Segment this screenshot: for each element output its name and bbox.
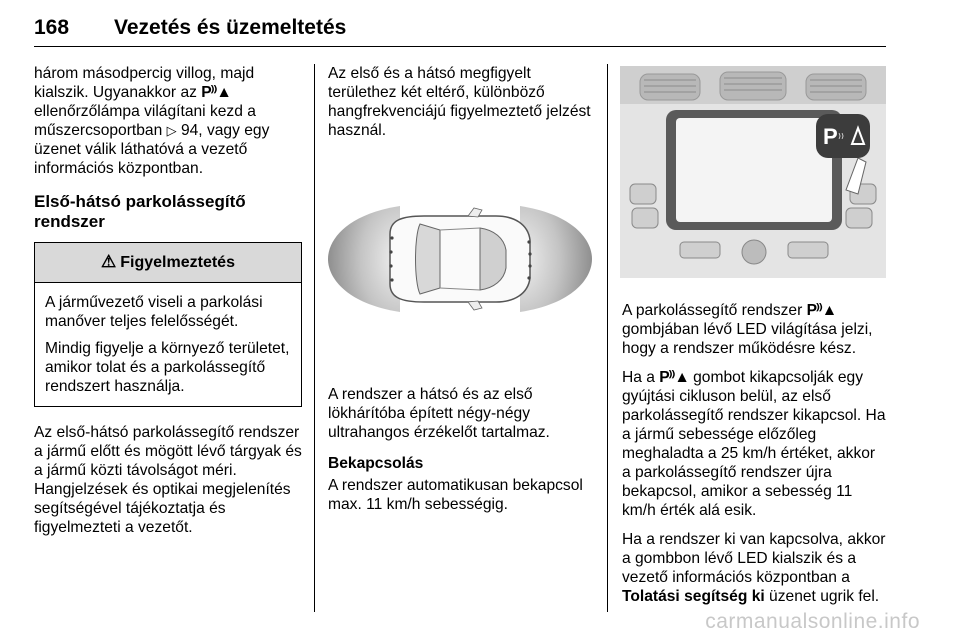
watermark: carmanualsonline.info: [705, 610, 920, 633]
page-ref-arrow-icon: ▷: [166, 123, 177, 138]
activation-paragraph: A rendszer automatikusan bekapcsol max. 11 km/h sebességig.: [328, 477, 583, 513]
svg-text:P: P: [823, 124, 838, 149]
warning-body: [35, 283, 301, 406]
car-top-view-image: [328, 154, 592, 364]
column-middle: [328, 64, 596, 524]
warning-header: [35, 243, 301, 283]
sensor-zone-illustration: [328, 154, 596, 369]
intro-paragraph: három másodpercig villog, majd kialszik. Ugyanakkor az P⁾⁾▲ ellenőrzőlámpa világítani kezd a műszercsoportban ▷ 94, vagy egy üzenet válik láthatóvá a vezető információs központban.: [34, 65, 270, 177]
section-heading: Első-hátsó parkolássegítő rendszer: [34, 192, 246, 231]
warning-text-1: A járművezető viseli a parkolási manőver teljes felelősségét.: [45, 294, 263, 330]
led-paragraph: A parkolássegítő rendszer P⁾⁾▲ gombjában lévő LED világítása jelzi, hogy a rendszer működésre kész.: [622, 302, 873, 357]
deactivation-paragraph: Ha a P⁾⁾▲ gombot kikapcsolják egy gyújtási cikluson belül, az első parkolássegítő rendszer kikapcsol. Ha a jármű sebessége előzőleg meghaladta a 25 km/h értéket, akkor a parkolássegítő rendszer újra bekapcsol, amikor a sebesség 11 km/h érték alá esik.: [622, 369, 886, 519]
warning-text-2: Mindig figyelje a környező területet, amikor tolat és a parkolássegítő rendszert használja.: [45, 340, 290, 395]
column-divider: [607, 64, 608, 612]
warning-box: [34, 242, 302, 407]
warning-signal-paragraph: Az első és a hátsó megfigyelt területhez két eltérő, különböző hangfrekvenciájú figyelmeztető jelzést használ.: [328, 65, 591, 139]
description-paragraph: Az első-hátsó parkolássegítő rendszer a jármű előtt és mögött lévő tárgyak és a jármű közti távolságot méri. Hangjelzések és optikai megjelenítés segítségével tájékoztatja és figyelmezteti a vezetőt.: [34, 424, 302, 536]
page-header: [34, 8, 886, 47]
warning-triangle-icon: ⚠: [101, 252, 117, 271]
dashboard-illustration: [620, 66, 888, 283]
column-right: [622, 64, 888, 616]
column-divider: [314, 64, 315, 612]
warning-title: Figyelmeztetés: [120, 254, 235, 271]
switched-off-paragraph: Ha a rendszer ki van kapcsolva, akkor a gombbon lévő LED kialszik és a vezető információs központban a Tolatási segítség ki üzenet ugrik fel.: [622, 531, 886, 605]
parking-assist-icon: P⁾⁾▲: [201, 84, 231, 101]
activation-heading: Bekapcsolás: [328, 455, 424, 472]
sensor-paragraph: A rendszer a hátsó és az első lökhárítóba épített négy-négy ultrahangos érzékelőt tartalmaz.: [328, 386, 550, 441]
page-title: Vezetés és üzemeltetés: [114, 16, 347, 39]
svg-text:⁾⁾: ⁾⁾: [838, 131, 844, 145]
parking-assist-icon: P⁾⁾▲: [806, 302, 837, 319]
parking-assist-icon: P⁾⁾▲: [659, 369, 689, 386]
page-number: 168: [34, 16, 70, 39]
message-text: Tolatási segítség ki: [622, 588, 765, 605]
dashboard-button-image: [620, 66, 886, 278]
column-left: [34, 64, 302, 547]
